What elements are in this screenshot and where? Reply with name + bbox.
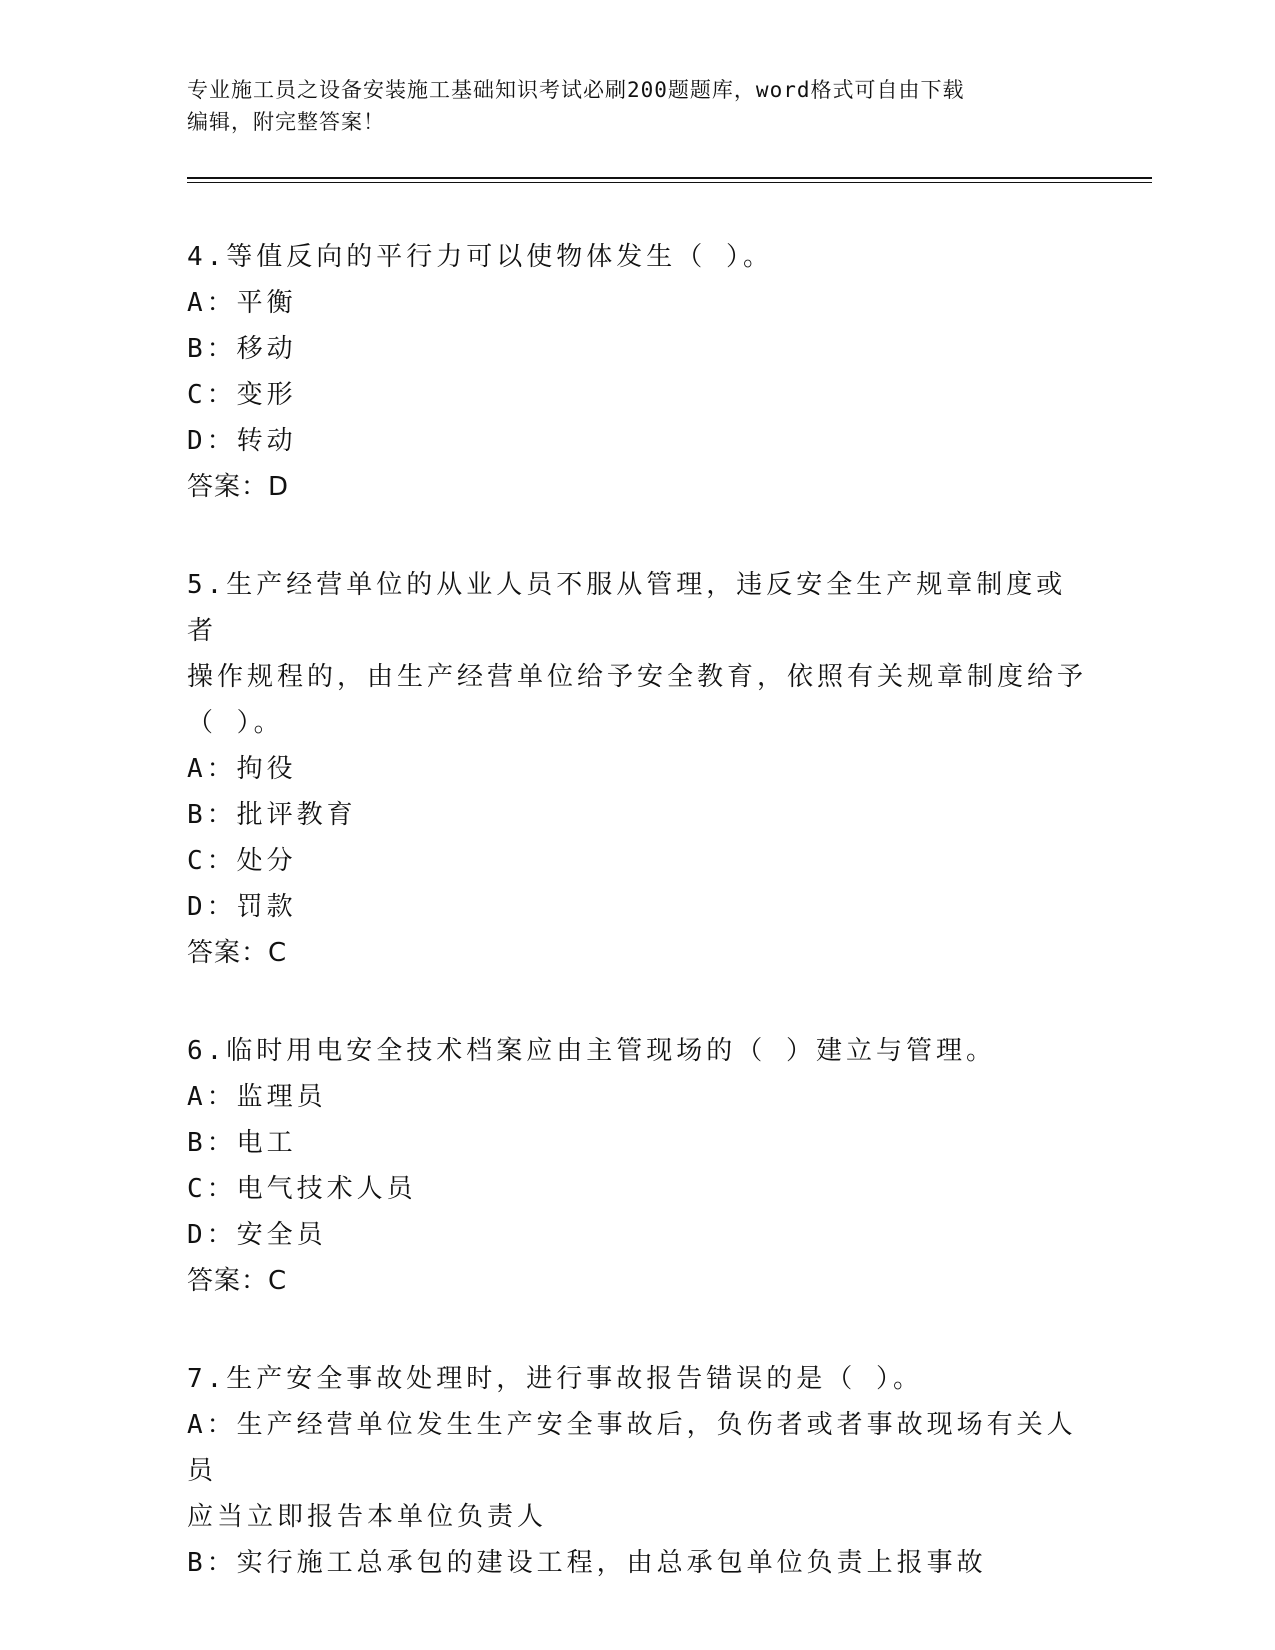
header-rule-thick: [187, 177, 1152, 179]
question-4: [187, 234, 1087, 510]
document-header: [187, 74, 1067, 138]
question-stem: 7.生产安全事故处理时，进行事故报告错误的是（ ）。: [187, 1364, 923, 1394]
option-c: C：变形: [187, 380, 297, 410]
header-title-line-1: 专业施工员之设备安装施工基础知识考试必刷200题题库，word格式可自由下载: [187, 78, 965, 102]
answer-line: 答案：C: [187, 938, 288, 968]
question-stem-line-2: 操作规程的，由生产经营单位给予安全教育，依照有关规章制度给予: [187, 662, 1088, 692]
header-rule-thin: [187, 182, 1152, 183]
question-5: [187, 562, 1087, 976]
header-title-line-2: 编辑，附完整答案！: [187, 110, 385, 134]
question-stem: 6.临时用电安全技术档案应由主管现场的（ ）建立与管理。: [187, 1036, 996, 1066]
option-b: B：电工: [187, 1128, 297, 1158]
answer-line: 答案：D: [187, 472, 290, 502]
question-stem: 4.等值反向的平行力可以使物体发生（ ）。: [187, 242, 773, 272]
option-d: D：转动: [187, 426, 297, 456]
option-c: C：处分: [187, 846, 297, 876]
question-stem-line-1: 5.生产经营单位的从业人员不服从管理，违反安全生产规章制度或者: [187, 570, 1067, 646]
option-a-line-2: 应当立即报告本单位负责人: [187, 1502, 548, 1532]
option-a-line-1: A：生产经营单位发生生产安全事故后，负伤者或者事故现场有关人员: [187, 1410, 1077, 1486]
option-d: D：安全员: [187, 1220, 327, 1250]
option-a: A：平衡: [187, 288, 297, 318]
option-b: B：实行施工总承包的建设工程，由总承包单位负责上报事故: [187, 1548, 987, 1578]
option-a: A：拘役: [187, 754, 297, 784]
answer-line: 答案：C: [187, 1266, 288, 1296]
option-d: D：罚款: [187, 892, 297, 922]
question-7: [187, 1356, 1087, 1586]
option-c: C：电气技术人员: [187, 1174, 417, 1204]
question-6: [187, 1028, 1087, 1304]
option-b: B：批评教育: [187, 800, 357, 830]
option-a: A：监理员: [187, 1082, 327, 1112]
question-list: [187, 234, 1087, 1638]
question-stem-line-3: （ ）。: [187, 708, 284, 738]
option-b: B：移动: [187, 334, 297, 364]
